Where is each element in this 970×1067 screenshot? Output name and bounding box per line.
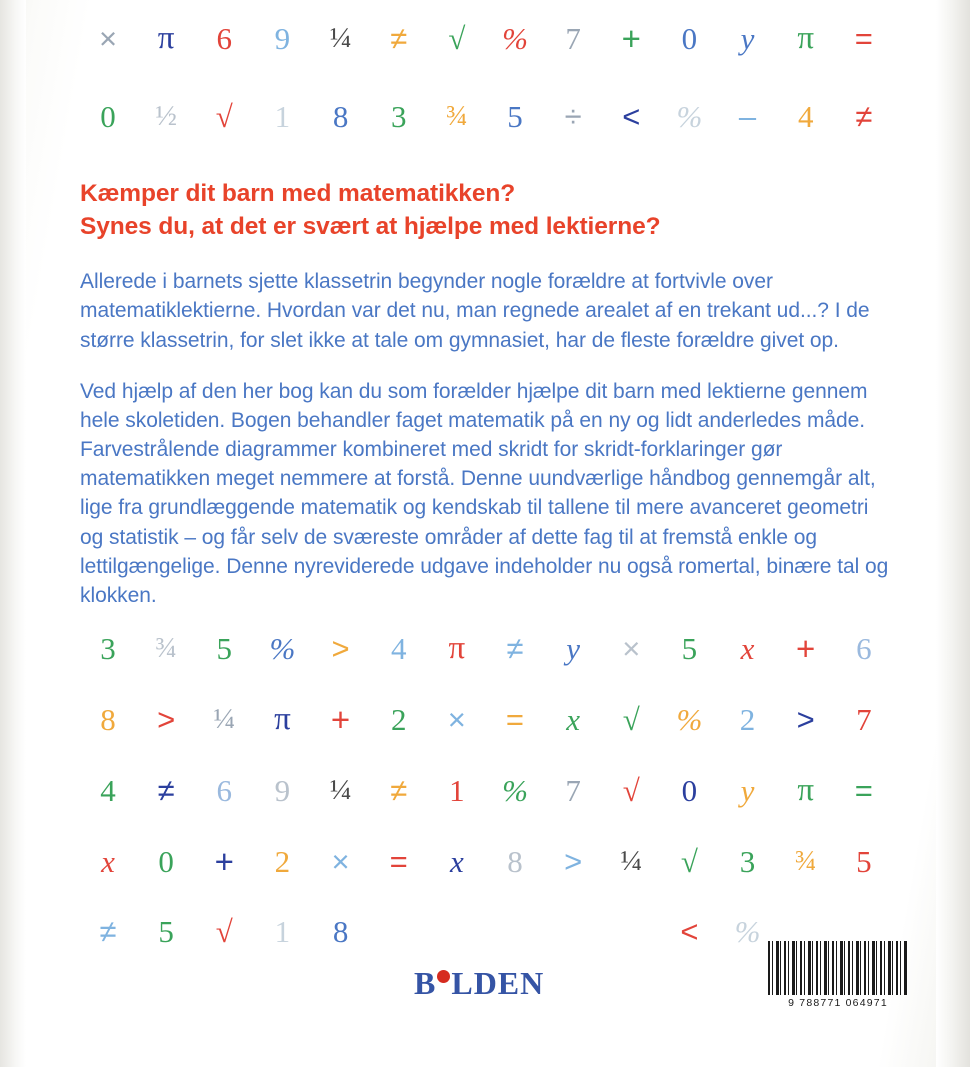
math-symbol: 7	[565, 21, 581, 56]
math-symbol: 0	[158, 844, 174, 880]
math-symbol: 1	[449, 773, 465, 809]
math-symbol: 0	[100, 99, 116, 134]
math-symbol: –	[738, 99, 757, 134]
math-symbol: 4	[100, 773, 116, 809]
math-symbol: +	[621, 20, 641, 57]
math-symbol: ≠	[855, 99, 873, 134]
math-symbol: ≠	[157, 773, 175, 809]
symbol-row	[0, 843, 970, 881]
symbol-row	[0, 22, 970, 55]
math-symbol: ×	[98, 21, 118, 56]
math-symbol: >	[796, 702, 815, 738]
math-symbol: x	[101, 844, 115, 880]
math-symbol: 0	[681, 21, 698, 56]
math-symbol: 3	[739, 844, 756, 880]
description-paragraph-2: Ved hjælp af den her bog kan du som forælder hjælpe dit barn med lektierne gennem hele skoletiden. Bogen behandler faget matematik på en ny og lidt anderledes måde. Farvestrålende diagrammer kombineret med skridt for skridt-forklaringer gør matematikken meget nemmere at forstå. Denne uundværlige håndbog gennemgår alt, lige fra grundlæggende matematik og kendskab til tallene til mere avanceret geometri og statistik – og får selv de sværeste områder af dette fag til at fremstå enkle og lettilgængelige. Denne nyreviderede udgave indeholder nu også romertal, binære tal og klokken.	[80, 379, 889, 608]
math-symbol: +	[330, 701, 351, 739]
math-symbol: ¼	[620, 845, 643, 878]
math-symbol: ×	[447, 702, 466, 738]
symbol-row	[0, 774, 970, 807]
math-symbol: ≠	[506, 631, 524, 667]
math-symbol: >	[331, 631, 350, 667]
math-symbol: 9	[274, 21, 291, 56]
math-symbol: y	[740, 21, 755, 56]
math-symbol: √	[215, 99, 233, 134]
math-symbol: =	[854, 21, 873, 56]
math-symbol: >	[564, 844, 583, 880]
math-symbol: %	[676, 99, 703, 134]
math-symbol: 7	[856, 702, 872, 738]
math-symbol: 6	[856, 631, 872, 667]
math-symbol: <	[622, 99, 641, 134]
math-symbol: =	[854, 773, 873, 809]
publisher-logo-suffix: LDEN	[451, 965, 545, 1001]
math-symbol: y	[740, 773, 755, 809]
math-symbol: ¾	[794, 845, 817, 878]
math-symbol: 3	[390, 99, 407, 134]
description-paragraph-1: Allerede i barnets sjette klassetrin begynder nogle forældre at fortvivle over matematiklektierne. Hvordan var det nu, man regnede arealet af en trekant ud...? I de større klassetrin, for slet ikke at tale om gymnasiet, har de fleste forældre givet op.	[80, 270, 870, 352]
math-symbol: ¼	[329, 774, 352, 807]
math-symbol: +	[214, 843, 234, 881]
math-symbol: ¾	[445, 100, 468, 132]
math-symbol: 4	[797, 99, 814, 134]
math-symbol: ¼	[213, 703, 236, 736]
math-symbol: 8	[332, 99, 349, 134]
math-symbol: y	[566, 631, 580, 667]
math-symbol: ¾	[155, 632, 178, 665]
math-symbol: √	[448, 21, 466, 56]
bottom-symbol-grid	[0, 630, 970, 950]
math-symbol: 2	[739, 702, 756, 738]
barcode-bars-icon	[768, 941, 908, 995]
barcode-isbn-number: 9 788771 064971	[788, 997, 888, 1009]
math-symbol: 5	[681, 631, 698, 667]
math-symbol: π	[157, 20, 175, 56]
math-symbol: ≠	[390, 21, 408, 56]
math-symbol: %	[734, 914, 761, 950]
math-symbol: 1	[274, 99, 291, 134]
headline-line-1: Kæmper dit barn med matematikken?	[80, 180, 516, 207]
math-symbol: =	[505, 702, 525, 738]
math-symbol: √	[680, 844, 698, 880]
headline-line-2: Synes du, at det er svært at hjælpe med lektierne?	[80, 212, 661, 240]
math-symbol: 4	[390, 631, 407, 667]
math-symbol: 8	[507, 844, 523, 880]
math-symbol: 5	[216, 631, 233, 667]
math-symbol: 5	[856, 844, 872, 880]
math-symbol: %	[502, 21, 528, 56]
math-symbol: >	[157, 702, 176, 738]
math-symbol: π	[797, 772, 815, 809]
math-symbol: x	[740, 631, 755, 667]
math-symbol: 5	[507, 99, 523, 134]
cover-footer	[0, 957, 970, 1067]
description-block	[0, 267, 970, 610]
symbol-row	[0, 701, 970, 739]
math-symbol: <	[680, 914, 699, 950]
math-symbol: π	[448, 630, 466, 667]
publisher-logo-dot-icon	[437, 970, 450, 983]
math-symbol: ≠	[99, 914, 117, 950]
math-symbol: 6	[216, 773, 233, 809]
math-symbol: 2	[390, 702, 407, 738]
math-symbol: 0	[681, 773, 698, 809]
math-symbol: %	[269, 631, 296, 667]
math-symbol: 8	[100, 702, 116, 738]
math-symbol: 6	[216, 21, 233, 56]
math-symbol: 2	[274, 844, 291, 880]
math-symbol: x	[566, 702, 580, 738]
math-symbol: 5	[158, 914, 174, 950]
math-symbol: ¼	[329, 22, 352, 54]
math-symbol: π	[797, 20, 815, 56]
math-symbol: 1	[274, 914, 291, 950]
math-symbol: √	[622, 773, 640, 809]
math-symbol: +	[796, 630, 816, 668]
math-symbol: √	[215, 914, 233, 950]
barcode	[768, 941, 908, 1009]
math-symbol: ×	[331, 844, 350, 880]
math-symbol: 3	[100, 631, 116, 667]
math-symbol: 8	[332, 914, 349, 950]
math-symbol: %	[502, 773, 528, 809]
math-symbol: 9	[274, 773, 291, 809]
math-symbol: √	[622, 702, 640, 738]
math-symbol: ½	[155, 100, 178, 132]
top-symbol-grid	[0, 0, 970, 132]
headline-block	[0, 178, 970, 243]
publisher-logo-prefix: B	[414, 965, 437, 1001]
math-symbol: x	[449, 844, 464, 880]
math-symbol: π	[274, 701, 291, 738]
math-symbol: =	[389, 844, 408, 880]
math-symbol: ÷	[564, 99, 582, 134]
math-symbol: %	[676, 702, 703, 738]
math-symbol: ×	[622, 631, 641, 667]
publisher-logo	[414, 965, 544, 1002]
math-symbol: 7	[565, 773, 581, 809]
math-symbol: ≠	[390, 773, 408, 809]
symbol-row	[0, 630, 970, 668]
symbol-row	[0, 101, 970, 132]
